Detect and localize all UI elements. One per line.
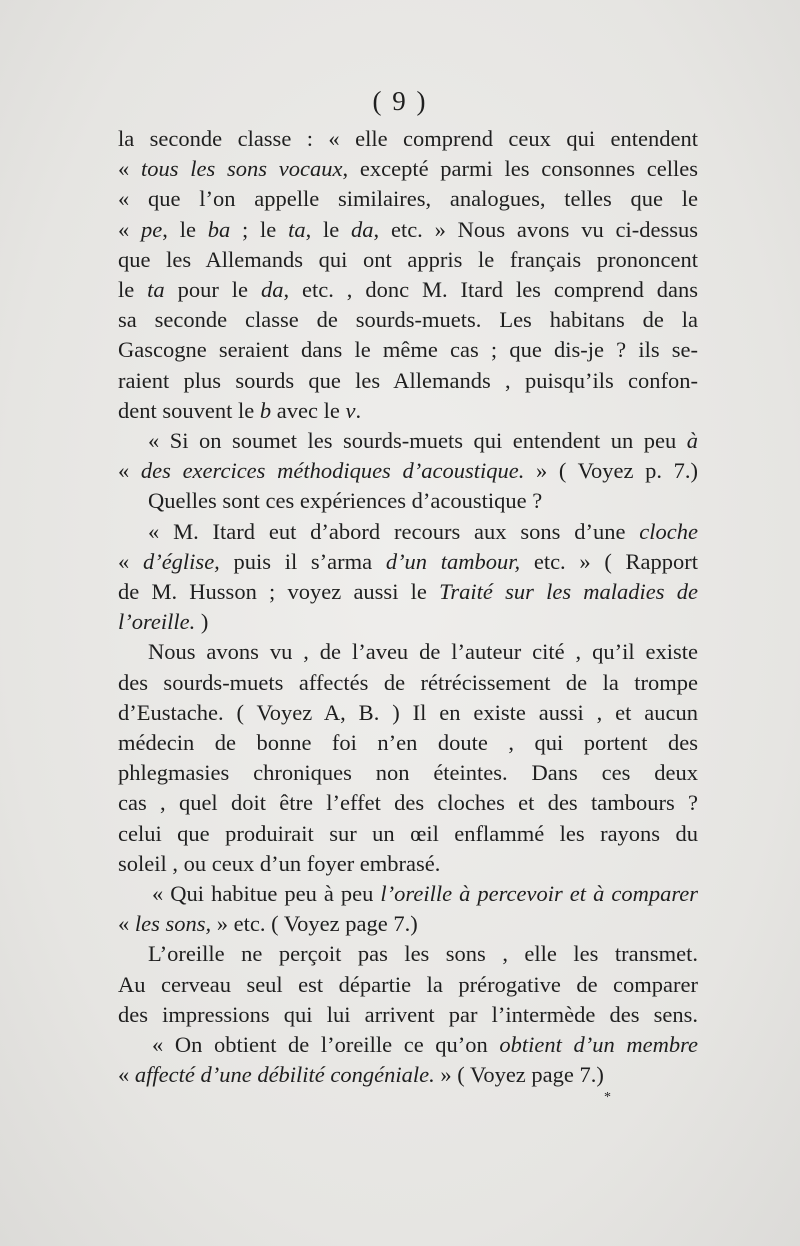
signature-mark: * — [604, 1090, 611, 1105]
text-run: raient plus sourds que les Allemands , puisqu’ils confon- — [118, 367, 698, 393]
italic-run: ba — [207, 216, 231, 242]
text-run: avec le — [271, 397, 346, 423]
italic-run: b — [259, 397, 272, 423]
text-run: de M. Husson ; voyez aussi le — [118, 579, 440, 605]
text-run: , etc. » Nous avons vu ci-dessus — [373, 216, 698, 242]
italic-run: Traité sur les maladies de — [439, 579, 698, 605]
text-run: que les Allemands qui ont appris le français prononcent — [118, 246, 698, 272]
text-line — [118, 517, 698, 547]
text-run: pour le — [164, 277, 261, 303]
text-run: le — [118, 277, 148, 303]
italic-run: ta — [147, 277, 165, 303]
italic-run: da — [351, 216, 374, 242]
text-run: « — [118, 216, 142, 242]
text-line — [118, 668, 698, 698]
italic-run: affecté d’une débilité congéniale. — [134, 1062, 435, 1088]
text-run: « Qui habitue peu à peu — [152, 881, 381, 907]
text-run: soleil , ou ceux d’un foyer embrasé. — [118, 850, 441, 876]
text-line — [118, 698, 698, 728]
text-line — [118, 607, 698, 637]
text-run: sa seconde classe de sourds-muets. Les habitans de la — [118, 307, 698, 333]
text-run: Gascogne seraient dans le même cas ; que dis-je ? ils se- — [118, 337, 698, 363]
italic-run: les sons, — [134, 911, 212, 937]
text-run: Quelles sont ces expériences d’acoustique ? — [148, 488, 543, 514]
text-line — [118, 486, 698, 516]
text-line — [118, 970, 698, 1000]
text-run: » ( Voyez page 7.) — [434, 1062, 604, 1088]
text-run: . — [355, 397, 362, 423]
text-run: phlegmasies chroniques non éteintes. Dans ces deux — [118, 760, 698, 786]
italic-run: l’oreille. — [118, 609, 196, 635]
text-line — [118, 275, 698, 305]
text-line — [118, 1000, 698, 1030]
italic-run: cloche — [639, 518, 698, 544]
text-run: ; le — [230, 216, 289, 242]
text-line — [118, 637, 698, 667]
text-line — [118, 335, 698, 365]
text-line — [118, 456, 698, 486]
text-run: « — [118, 548, 143, 574]
page-number: ( 9 ) — [372, 86, 428, 116]
text-run: des impressions qui lui arrivent par l’intermède des sens. — [118, 1001, 698, 1027]
text-line — [118, 728, 698, 758]
italic-run: des exercices méthodiques d’acoustique. — [140, 458, 525, 484]
text-run: cas , quel doit être l’effet des cloches et des tambours ? — [118, 790, 698, 816]
text-line — [118, 366, 698, 396]
text-run: d’Eustache. ( Voyez A, B. ) Il en existe aussi , et aucun — [118, 699, 698, 725]
text-line — [118, 124, 698, 154]
text-run: Au cerveau seul est départie la prérogative de comparer — [118, 971, 698, 997]
text-line — [118, 396, 698, 426]
italic-run: l’oreille à percevoir et à comparer — [380, 881, 699, 907]
italic-run: v — [345, 397, 356, 423]
text-run: , excepté parmi les consonnes celles — [342, 156, 698, 182]
text-line — [118, 305, 698, 335]
text-line — [118, 426, 698, 456]
text-run: médecin de bonne foi n’en doute , qui portent des — [118, 730, 698, 756]
italic-run: à — [686, 428, 698, 454]
text-run: » etc. ( Voyez page 7.) — [211, 911, 418, 937]
text-run: etc. » ( Rapport — [520, 548, 698, 574]
text-run: des sourds-muets affectés de rétrécissement de la trompe — [118, 669, 698, 695]
italic-run: ta — [288, 216, 306, 242]
text-run: puis il s’arma — [219, 548, 386, 574]
text-run: » ( Voyez p. 7.) — [524, 458, 699, 484]
text-line — [118, 184, 698, 214]
text-run: , le — [305, 216, 352, 242]
text-line — [118, 215, 698, 245]
text-line — [118, 819, 698, 849]
text-run: « On obtient de l’oreille ce qu’on — [152, 1032, 500, 1058]
text-line — [118, 154, 698, 184]
text-line — [118, 1060, 698, 1090]
text-run: « M. Itard eut d’abord recours aux sons d’une — [148, 518, 640, 544]
italic-run: d’église, — [142, 548, 220, 574]
text-run: « que l’on appelle similaires, analogues, telles que le — [118, 186, 698, 212]
text-run: « — [118, 156, 141, 182]
text-run: dent souvent le — [118, 397, 260, 423]
text-run: « — [118, 458, 141, 484]
text-line — [118, 758, 698, 788]
italic-run: obtient d’un membre — [499, 1032, 699, 1058]
body-text — [118, 124, 698, 1091]
text-line — [118, 849, 698, 879]
text-line — [118, 245, 698, 275]
text-line — [118, 788, 698, 818]
text-line — [118, 939, 698, 969]
italic-run: tous les sons vocaux — [141, 156, 343, 182]
text-run: , le — [162, 216, 208, 242]
text-run: , etc. , donc M. Itard les comprend dans — [283, 277, 698, 303]
text-line — [118, 577, 698, 607]
text-line — [118, 909, 698, 939]
italic-run: pe — [141, 216, 163, 242]
text-run: ) — [195, 609, 209, 635]
text-run: L’oreille ne perçoit pas les sons , elle les transmet. — [148, 941, 698, 967]
text-line — [118, 547, 698, 577]
italic-run: da — [260, 277, 284, 303]
text-run: Nous avons vu , de l’aveu de l’auteur cité , qu’il existe — [148, 639, 698, 665]
text-run: « — [118, 911, 135, 937]
text-run: celui que produirait sur un œil enflammé les rayons du — [118, 820, 698, 846]
text-line — [118, 1030, 698, 1060]
italic-run: d’un tambour, — [385, 548, 521, 574]
text-run: « — [118, 1062, 135, 1088]
text-run: « Si on soumet les sourds-muets qui entendent un peu — [148, 428, 687, 454]
text-run: la seconde classe : « elle comprend ceux qui entendent — [118, 126, 698, 151]
text-line — [118, 879, 698, 909]
